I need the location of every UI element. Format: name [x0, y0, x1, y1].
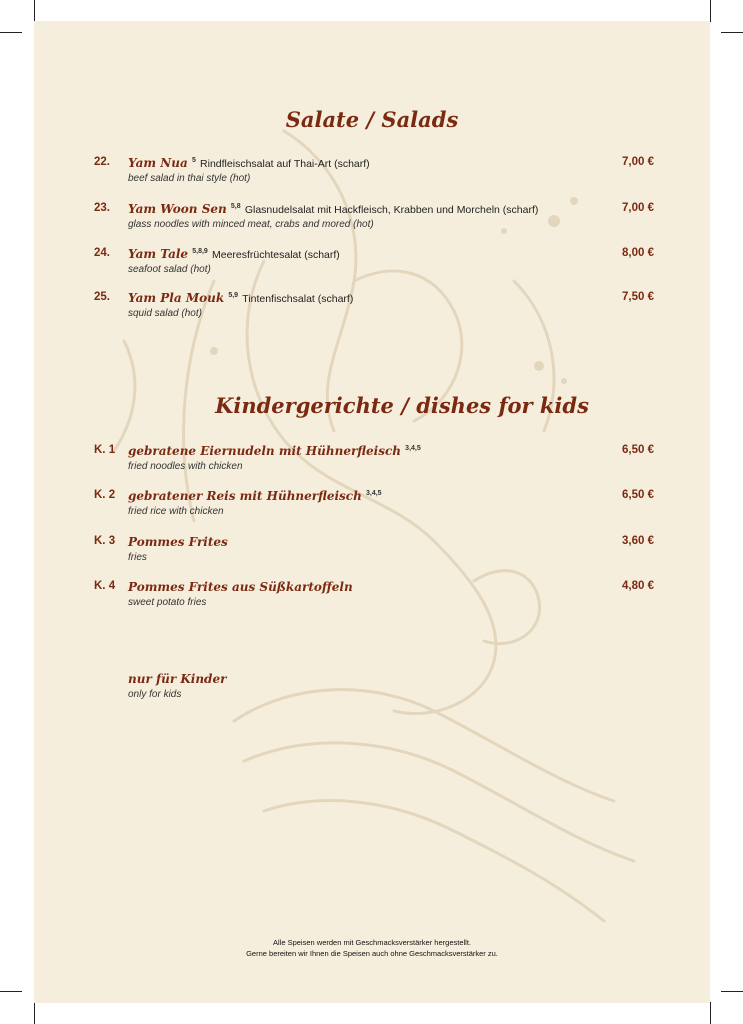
item-name: Yam Pla Mouk $^{5,9}$ Tintenfischsalat (scharf) — [128, 291, 354, 305]
crop-mark — [0, 32, 22, 33]
item-description-de: Rindfleischsalat auf Thai-Art (scharf) — [200, 158, 370, 170]
item-description-en: squid salad (hot) — [128, 308, 202, 319]
item-name: Pommes Frites — [128, 535, 228, 549]
item-name: gebratener Reis mit Hühnerfleisch $^{3,4,5}$ — [128, 489, 382, 503]
item-number: K. 3 — [94, 535, 116, 547]
item-number: 22. — [94, 156, 110, 168]
menu-item — [94, 291, 654, 319]
footer-line: Gerne bereiten wir Ihnen die Speisen auch ohne Geschmacksverstärker zu. — [246, 949, 498, 958]
menu-item — [94, 580, 654, 608]
menu-page — [34, 21, 710, 1003]
crop-mark — [0, 991, 22, 992]
crop-mark — [721, 991, 743, 992]
crop-mark — [710, 1002, 711, 1024]
footer-line: Alle Speisen werden mit Geschmacksverstärker hergestellt. — [273, 938, 471, 947]
item-description-de: Meeresfrüchtesalat (scharf) — [212, 249, 340, 261]
menu-item — [94, 535, 654, 563]
allergen-codes: 5 — [191, 157, 196, 164]
item-name: gebratene Eiernudeln mit Hühnerfleisch $^{3,4,5}$ — [128, 444, 421, 458]
crop-mark — [710, 0, 711, 22]
item-description-en: fried rice with chicken — [128, 506, 224, 517]
kids-note — [94, 672, 654, 700]
item-number: K. 4 — [94, 580, 116, 592]
item-name: Yam Woon Sen $^{5,8}$ Glasnudelsalat mit Hackfleisch, Krabben und Morcheln (scharf) — [128, 202, 539, 216]
allergen-codes: 3,4,5 — [405, 445, 421, 452]
item-price: 8,00 € — [622, 247, 654, 259]
allergen-codes: 5,8 — [230, 203, 241, 210]
item-name: Yam Nua $^5$ Rindfleischsalat auf Thai-Art (scharf) — [128, 156, 370, 170]
kids-note-en: only for kids — [128, 689, 182, 700]
item-name: Yam Tale $^{5,8,9}$ Meeresfrüchtesalat (scharf) — [128, 247, 340, 261]
item-price: 3,60 € — [622, 535, 654, 547]
item-description-en: sweet potato fries — [128, 597, 207, 608]
allergen-codes: 3,4,5 — [366, 490, 382, 497]
menu-item — [94, 156, 654, 184]
item-description-en: beef salad in thai style (hot) — [128, 173, 251, 184]
item-price: 4,80 € — [622, 580, 654, 592]
item-description-en: fried noodles with chicken — [128, 461, 243, 472]
item-price: 6,50 € — [622, 444, 654, 456]
crop-mark — [721, 32, 743, 33]
item-number: 23. — [94, 202, 110, 214]
menu-item — [94, 489, 654, 517]
item-price: 7,50 € — [622, 291, 654, 303]
item-number: K. 1 — [94, 444, 116, 456]
item-number: K. 2 — [94, 489, 116, 501]
item-price: 7,00 € — [622, 202, 654, 214]
item-name: Pommes Frites aus Süßkartoffeln — [128, 580, 353, 594]
item-price: 6,50 € — [622, 489, 654, 501]
section-title-salads: Salate / Salads — [285, 107, 459, 132]
menu-item — [94, 247, 654, 275]
item-number: 25. — [94, 291, 110, 303]
menu-item — [94, 202, 654, 230]
item-description-de: Tintenfischsalat (scharf) — [242, 293, 354, 305]
kids-note-de: nur für Kinder — [128, 672, 227, 686]
allergen-codes: 5,8,9 — [192, 248, 208, 255]
item-description-en: fries — [128, 552, 147, 563]
crop-mark — [34, 0, 35, 22]
menu-item — [94, 444, 654, 472]
footer-note — [34, 937, 710, 959]
allergen-codes: 5,9 — [228, 292, 239, 299]
item-description-en: glass noodles with minced meat, crabs and mored (hot) — [128, 219, 374, 230]
item-number: 24. — [94, 247, 110, 259]
item-description-en: seafoot salad (hot) — [128, 264, 211, 275]
section-title-kids: Kindergerichte / dishes for kids — [215, 393, 589, 418]
crop-mark — [34, 1002, 35, 1024]
item-price: 7,00 € — [622, 156, 654, 168]
item-description-de: Glasnudelsalat mit Hackfleisch, Krabben und Morcheln (scharf) — [244, 204, 539, 216]
